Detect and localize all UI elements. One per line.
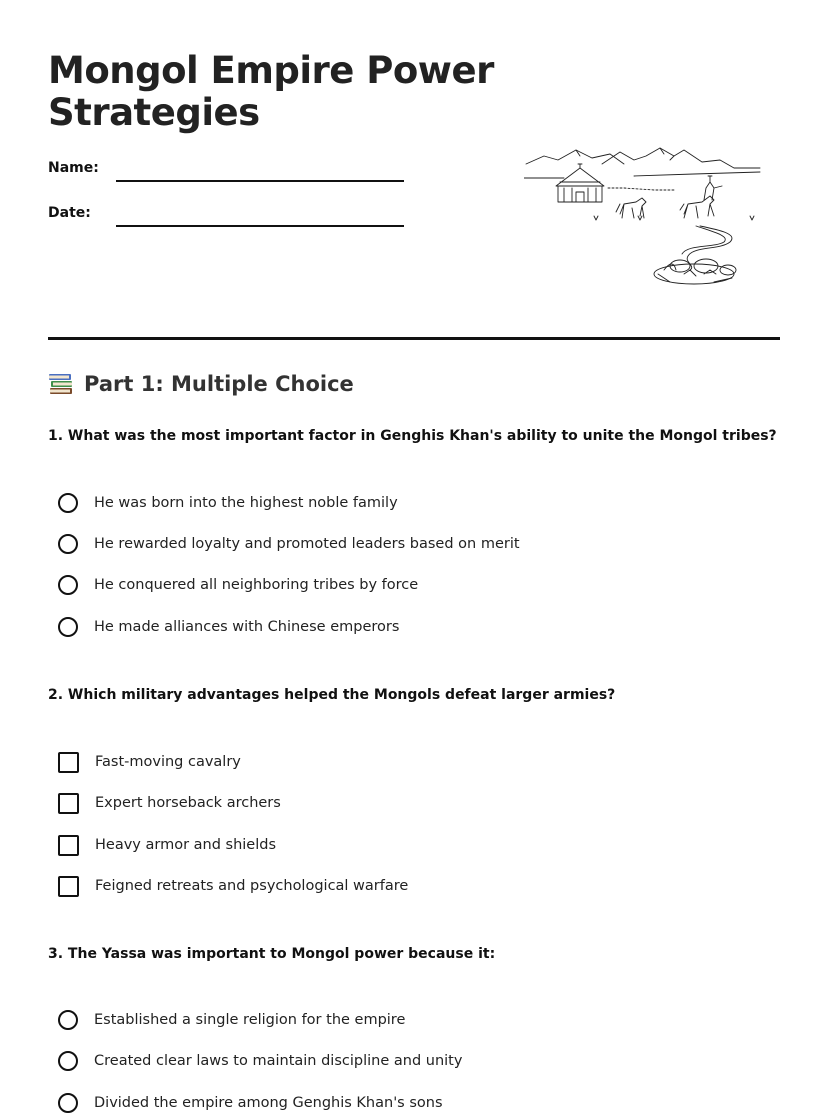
q3-option-c[interactable] xyxy=(58,1090,443,1116)
radio-button[interactable] xyxy=(58,534,78,554)
worksheet-page xyxy=(48,0,780,1118)
q2-option-a[interactable] xyxy=(58,749,241,775)
part1-heading xyxy=(48,372,354,396)
name-label: Name: xyxy=(48,160,99,176)
option-label: Fast-moving cavalry xyxy=(95,754,241,770)
option-label: He was born into the highest noble family xyxy=(94,495,398,511)
option-label: He made alliances with Chinese emperors xyxy=(94,619,400,635)
radio-button[interactable] xyxy=(58,575,78,595)
books-icon xyxy=(48,372,74,396)
q1-option-a[interactable] xyxy=(58,490,398,516)
radio-button[interactable] xyxy=(58,1051,78,1071)
radio-button[interactable] xyxy=(58,1010,78,1030)
option-label: He rewarded loyalty and promoted leaders based on merit xyxy=(94,536,520,552)
date-label: Date: xyxy=(48,205,91,221)
checkbox[interactable] xyxy=(58,752,79,773)
part1-heading-label: Part 1: Multiple Choice xyxy=(84,372,354,396)
q2-option-b[interactable] xyxy=(58,790,281,816)
question-2: 2. Which military advantages helped the Mongols defeat larger armies? xyxy=(48,687,616,703)
option-label: Established a single religion for the empire xyxy=(94,1012,406,1028)
q1-option-d[interactable] xyxy=(58,614,399,640)
q3-option-b[interactable] xyxy=(58,1048,462,1074)
option-label: Expert horseback archers xyxy=(95,795,281,811)
option-label: Created clear laws to maintain discipline and unity xyxy=(94,1053,463,1069)
checkbox[interactable] xyxy=(58,835,79,856)
q3-option-a[interactable] xyxy=(58,1007,405,1033)
date-field[interactable] xyxy=(116,225,404,227)
option-label: He conquered all neighboring tribes by force xyxy=(94,577,419,593)
section-divider xyxy=(48,337,780,340)
radio-button[interactable] xyxy=(58,1093,78,1113)
option-label: Heavy armor and shields xyxy=(95,837,277,853)
radio-button[interactable] xyxy=(58,617,78,637)
option-label: Feigned retreats and psychological warfare xyxy=(95,878,409,894)
checkbox[interactable] xyxy=(58,793,79,814)
radio-button[interactable] xyxy=(58,493,78,513)
question-1: 1. What was the most important factor in Genghis Khan's ability to unite the Mongol tribes? xyxy=(48,428,777,444)
q2-option-d[interactable] xyxy=(58,873,408,899)
q1-option-c[interactable] xyxy=(58,572,418,598)
checkbox[interactable] xyxy=(58,876,79,897)
steppe-scene-illustration xyxy=(524,142,764,294)
q1-option-b[interactable] xyxy=(58,531,520,557)
question-3: 3. The Yassa was important to Mongol power because it: xyxy=(48,946,496,962)
option-label: Divided the empire among Genghis Khan's sons xyxy=(94,1095,443,1111)
q2-option-c[interactable] xyxy=(58,832,276,858)
name-field[interactable] xyxy=(116,180,404,182)
worksheet-title: Mongol Empire Power Strategies xyxy=(48,49,494,134)
